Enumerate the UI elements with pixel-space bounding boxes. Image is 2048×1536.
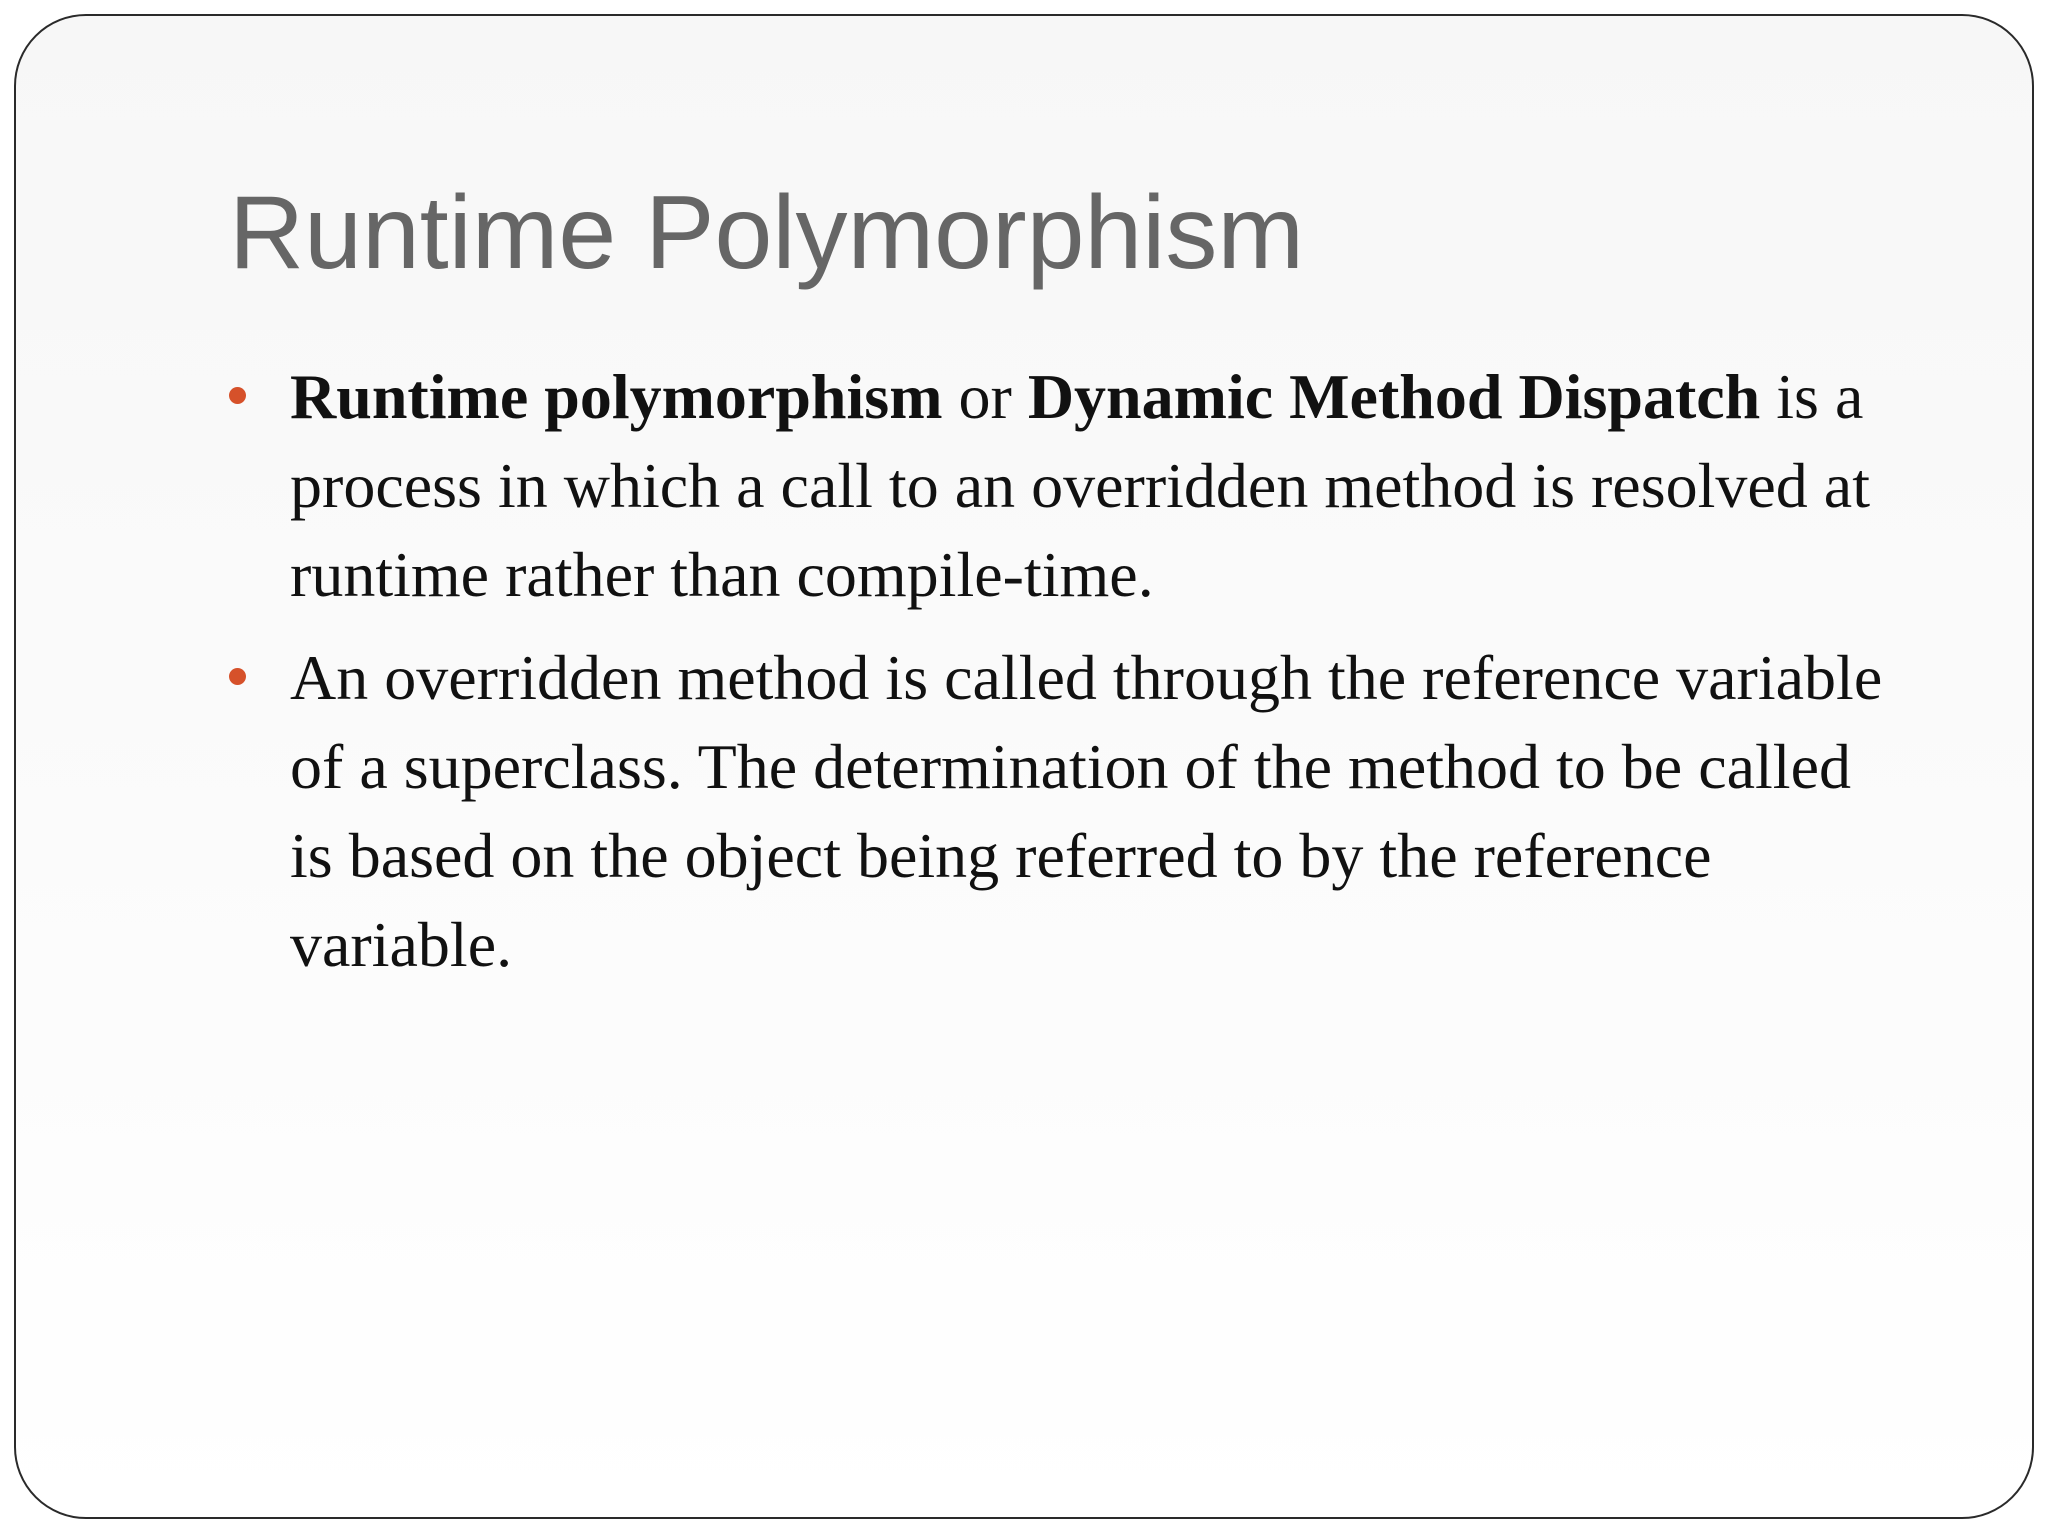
explanation-text: An overridden method is called through the reference variable of a superclass. The determination of the method to be called is based on the object being referred to by the reference variable. xyxy=(290,642,1883,980)
bullet-item-1 xyxy=(229,352,1909,619)
bullet-item-2 xyxy=(229,633,1909,989)
slide-title: Runtime Polymorphism xyxy=(229,175,1304,291)
bullet-dot-icon xyxy=(229,387,246,404)
definition-text: is a process in which a call to an overridden method is resolved at runtime rather than compile-time. xyxy=(290,361,1870,610)
term-dynamic-method-dispatch: Dynamic Method Dispatch xyxy=(1027,361,1761,432)
slide xyxy=(14,14,2034,1519)
bullet-dot-icon xyxy=(229,668,246,685)
term-runtime-polymorphism: Runtime polymorphism xyxy=(290,361,943,432)
bullet-list xyxy=(229,352,1909,1003)
connector-text: or xyxy=(942,361,1028,432)
